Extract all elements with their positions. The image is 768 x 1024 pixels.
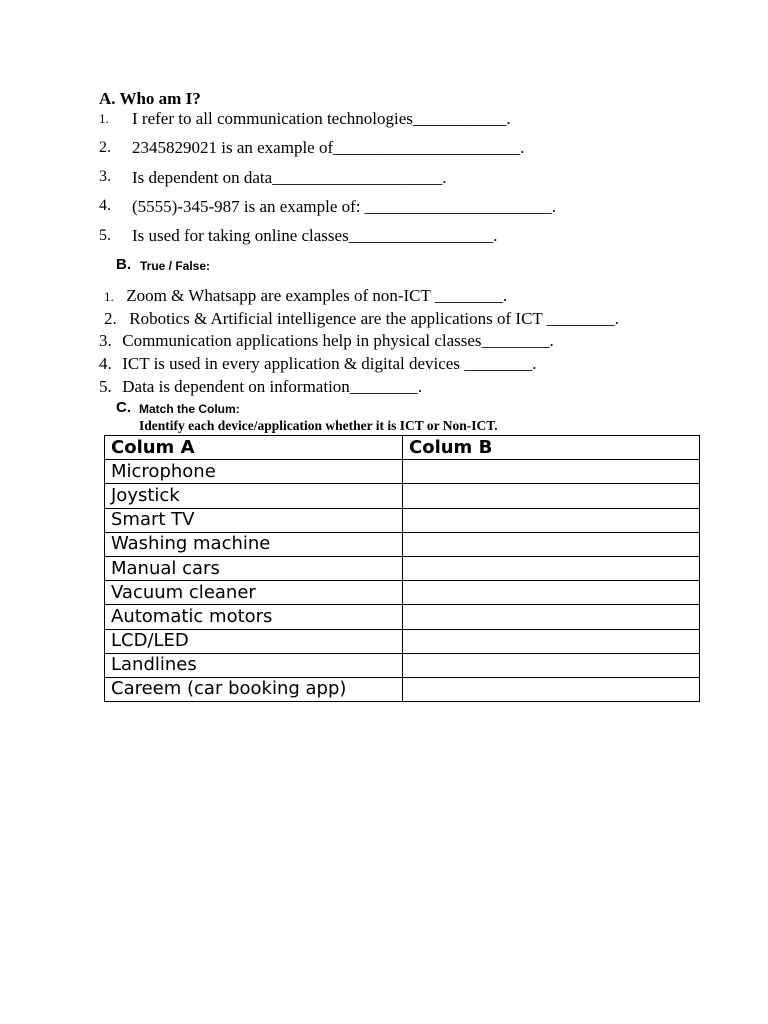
question-a5-number: 5. bbox=[99, 227, 111, 244]
table-row bbox=[105, 508, 700, 532]
table-row bbox=[105, 653, 700, 677]
question-a3-number: 3. bbox=[99, 168, 111, 185]
column-a-cell: Microphone bbox=[105, 460, 403, 484]
statement-2-number: 2. bbox=[104, 309, 117, 328]
column-a-cell: Landlines bbox=[105, 653, 403, 677]
question-a2-text: 2345829021 is an example of______________________. bbox=[132, 138, 525, 157]
column-b-answer-cell[interactable] bbox=[403, 484, 700, 508]
section-b-title: True / False: bbox=[140, 259, 211, 273]
column-a-cell: Vacuum cleaner bbox=[105, 581, 403, 605]
section-c-instruction: Identify each device/application whether it is ICT or Non-ICT. bbox=[139, 418, 498, 433]
table-row bbox=[105, 581, 700, 605]
table-row bbox=[105, 484, 700, 508]
statement-3-text: Communication applications help in physical classes________. bbox=[122, 331, 554, 350]
column-b-answer-cell[interactable] bbox=[403, 629, 700, 653]
column-b-answer-cell[interactable] bbox=[403, 581, 700, 605]
table-row bbox=[105, 556, 700, 580]
column-b-answer-cell[interactable] bbox=[403, 556, 700, 580]
true-false-statement-4 bbox=[99, 355, 536, 372]
table-row bbox=[105, 532, 700, 556]
statement-1-text: Zoom & Whatsapp are examples of non-ICT ________. bbox=[126, 286, 508, 305]
column-a-cell: Smart TV bbox=[105, 508, 403, 532]
table-row bbox=[105, 460, 700, 484]
question-a1-number: 1. bbox=[99, 111, 109, 126]
question-a4-number: 4. bbox=[99, 197, 111, 214]
column-a-cell: Manual cars bbox=[105, 556, 403, 580]
table-row bbox=[105, 605, 700, 629]
column-b-answer-cell[interactable] bbox=[403, 653, 700, 677]
column-a-cell: Joystick bbox=[105, 484, 403, 508]
question-a3-text: Is dependent on data____________________. bbox=[132, 168, 447, 187]
statement-3-number: 3. bbox=[99, 331, 112, 350]
table-row bbox=[105, 677, 700, 701]
table-row bbox=[105, 629, 700, 653]
statement-5-text: Data is dependent on information________. bbox=[122, 377, 423, 396]
table-header-row bbox=[105, 436, 700, 460]
statement-5-number: 5. bbox=[99, 377, 112, 396]
column-a-cell: Careem (car booking app) bbox=[105, 677, 403, 701]
true-false-statement-1 bbox=[104, 287, 507, 304]
column-b-answer-cell[interactable] bbox=[403, 677, 700, 701]
column-a-header: Colum A bbox=[105, 436, 403, 460]
statement-2-text: Robotics & Artificial intelligence are the applications of ICT ________. bbox=[129, 309, 619, 328]
true-false-statement-3 bbox=[99, 332, 554, 349]
true-false-statement-2 bbox=[104, 310, 619, 327]
question-a1-text: I refer to all communication technologies___________. bbox=[132, 109, 511, 128]
true-false-statement-5 bbox=[99, 378, 422, 395]
statement-1-number: 1. bbox=[104, 289, 114, 304]
section-c-title: Match the Colum: bbox=[139, 402, 240, 416]
column-b-answer-cell[interactable] bbox=[403, 605, 700, 629]
question-a2-number: 2. bbox=[99, 139, 111, 156]
section-c-letter: C. bbox=[116, 399, 131, 416]
section-a-title: A. Who am I? bbox=[99, 89, 201, 108]
column-b-header: Colum B bbox=[403, 436, 700, 460]
question-a4-text: (5555)-345-987 is an example of: ______________________. bbox=[132, 197, 556, 216]
section-b-letter: B. bbox=[116, 256, 131, 273]
column-b-answer-cell[interactable] bbox=[403, 508, 700, 532]
column-a-cell: Automatic motors bbox=[105, 605, 403, 629]
column-b-answer-cell[interactable] bbox=[403, 460, 700, 484]
column-a-cell: Washing machine bbox=[105, 532, 403, 556]
statement-4-text: ICT is used in every application & digital devices ________. bbox=[122, 354, 537, 373]
column-a-cell: LCD/LED bbox=[105, 629, 403, 653]
match-table bbox=[104, 435, 700, 702]
statement-4-number: 4. bbox=[99, 354, 112, 373]
column-b-answer-cell[interactable] bbox=[403, 532, 700, 556]
question-a5-text: Is used for taking online classes_________________. bbox=[132, 226, 498, 245]
